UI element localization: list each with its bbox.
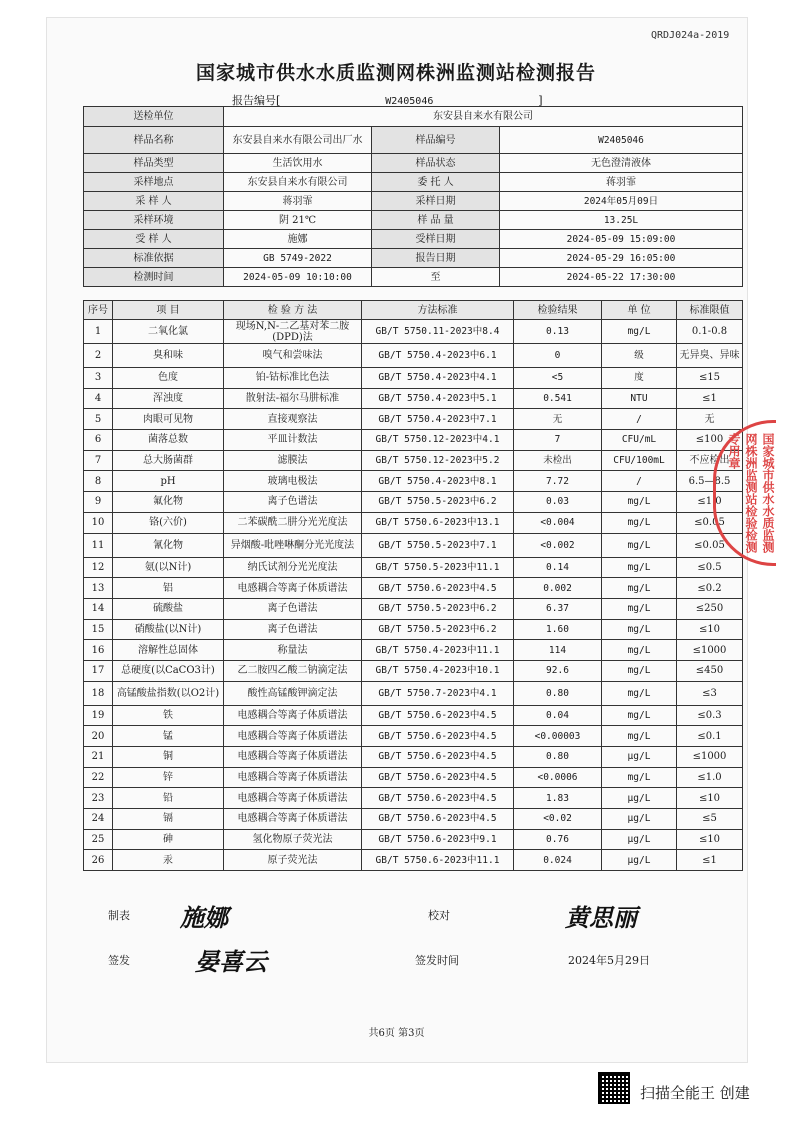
cell-standard: GB/T 5750.5-2023中6.2 [362, 598, 514, 619]
cell-limit: ≤10 [677, 619, 743, 640]
report-number-label: 报告编号[ [232, 94, 281, 107]
cell-method: 酸性高锰酸钾滴定法 [224, 681, 362, 705]
cell-standard: GB/T 5750.12-2023中4.1 [362, 430, 514, 451]
col-header-limit: 标准限值 [677, 301, 743, 320]
col-header-method: 检 验 方 法 [224, 301, 362, 320]
info-value: 阴 21℃ [224, 211, 372, 230]
cell-no: 3 [84, 368, 113, 389]
cell-item: 硫酸盐 [113, 598, 224, 619]
cell-unit: mg/L [602, 660, 677, 681]
cell-no: 12 [84, 557, 113, 578]
cell-unit: 度 [602, 368, 677, 389]
cell-limit: 6.5—8.5 [677, 471, 743, 492]
cell-result: <0.0006 [514, 767, 602, 788]
cell-standard: GB/T 5750.7-2023中4.1 [362, 681, 514, 705]
cell-unit: NTU [602, 388, 677, 409]
cell-no: 22 [84, 767, 113, 788]
table-row [84, 747, 743, 768]
cell-method: 散射法-福尔马肼标准 [224, 388, 362, 409]
report-number-value: W2405046 [385, 96, 434, 107]
table-row [84, 430, 743, 451]
cell-method: 离子色谱法 [224, 619, 362, 640]
cell-result: 1.60 [514, 619, 602, 640]
results-table [83, 300, 743, 871]
cell-item: 肉眼可见物 [113, 409, 224, 430]
cell-method: 纳氏试剂分光光度法 [224, 557, 362, 578]
info-value: 无色澄清液体 [500, 154, 743, 173]
table-row [84, 660, 743, 681]
sample-info-table [83, 106, 743, 287]
cell-method: 平皿计数法 [224, 430, 362, 451]
cell-item: 铜 [113, 747, 224, 768]
table-row [84, 681, 743, 705]
cell-item: 臭和味 [113, 344, 224, 368]
info-label: 采样地点 [84, 173, 224, 192]
cell-no: 15 [84, 619, 113, 640]
info-label: 送检单位 [84, 107, 224, 127]
cell-limit: ≤250 [677, 598, 743, 619]
cell-result: <0.004 [514, 512, 602, 533]
info-label: 采样日期 [372, 192, 500, 211]
info-label: 采 样 人 [84, 192, 224, 211]
cell-result: 7 [514, 430, 602, 451]
cell-item: 溶解性总固体 [113, 640, 224, 661]
cell-limit: 无异臭、异味 [677, 344, 743, 368]
cell-limit: 无 [677, 409, 743, 430]
cell-limit: ≤0.5 [677, 557, 743, 578]
cell-limit: ≤450 [677, 660, 743, 681]
cell-method: 电感耦合等离子体质谱法 [224, 788, 362, 809]
compiler-label: 制表 [108, 909, 130, 922]
qr-code-icon [598, 1072, 630, 1104]
cell-no: 21 [84, 747, 113, 768]
cell-standard: GB/T 5750.11-2023中8.4 [362, 320, 514, 344]
cell-unit: mg/L [602, 578, 677, 599]
cell-limit: ≤1000 [677, 640, 743, 661]
cell-unit: mg/L [602, 557, 677, 578]
cell-limit: ≤0.2 [677, 578, 743, 599]
cell-limit: ≤5 [677, 809, 743, 830]
cell-limit: ≤1000 [677, 747, 743, 768]
cell-unit: μg/L [602, 809, 677, 830]
cell-item: 锰 [113, 726, 224, 747]
cell-no: 24 [84, 809, 113, 830]
cell-no: 19 [84, 705, 113, 726]
cell-no: 4 [84, 388, 113, 409]
info-value: 2024-05-09 10:10:00 [224, 268, 372, 287]
cell-method: 滤膜法 [224, 450, 362, 471]
cell-limit: ≤0.05 [677, 512, 743, 533]
issuer-label: 签发 [108, 954, 130, 967]
cell-no: 17 [84, 660, 113, 681]
cell-no: 9 [84, 492, 113, 513]
cell-limit: ≤1.0 [677, 767, 743, 788]
info-value: 东安县自来水有限公司 [224, 107, 743, 127]
cell-item: 高锰酸盐指数(以O2计) [113, 681, 224, 705]
cell-limit: 0.1-0.8 [677, 320, 743, 344]
cell-item: 镉 [113, 809, 224, 830]
compiler-signature: 施娜 [180, 903, 228, 932]
cell-method: 原子荧光法 [224, 850, 362, 871]
issuer-signature: 晏喜云 [195, 947, 267, 976]
cell-standard: GB/T 5750.4-2023中11.1 [362, 640, 514, 661]
cell-standard: GB/T 5750.4-2023中6.1 [362, 344, 514, 368]
cell-no: 2 [84, 344, 113, 368]
cell-no: 8 [84, 471, 113, 492]
cell-item: 色度 [113, 368, 224, 389]
table-row [84, 619, 743, 640]
cell-limit: ≤100 [677, 430, 743, 451]
cell-result: <5 [514, 368, 602, 389]
cell-item: 铝 [113, 578, 224, 599]
cell-method: 现场N,N-二乙基对苯二胺(DPD)法 [224, 320, 362, 344]
col-header-item: 项 目 [113, 301, 224, 320]
cell-result: 1.83 [514, 788, 602, 809]
cell-method: 电感耦合等离子体质谱法 [224, 578, 362, 599]
cell-limit: ≤0.3 [677, 705, 743, 726]
cell-unit: 级 [602, 344, 677, 368]
cell-unit: mg/L [602, 320, 677, 344]
cell-no: 18 [84, 681, 113, 705]
table-row [84, 829, 743, 850]
cell-limit: 不应检出 [677, 450, 743, 471]
table-row [84, 320, 743, 344]
cell-no: 25 [84, 829, 113, 850]
page-indicator: 共6页 第3页 [368, 1028, 425, 1039]
cell-standard: GB/T 5750.4-2023中5.1 [362, 388, 514, 409]
info-label: 样品类型 [84, 154, 224, 173]
table-row [84, 850, 743, 871]
cell-item: 氨(以N计) [113, 557, 224, 578]
cell-limit: ≤10 [677, 829, 743, 850]
cell-item: 氟化物 [113, 492, 224, 513]
cell-no: 10 [84, 512, 113, 533]
cell-result: 未检出 [514, 450, 602, 471]
cell-limit: ≤1 [677, 850, 743, 871]
cell-result: 7.72 [514, 471, 602, 492]
table-row [84, 512, 743, 533]
cell-unit: μg/L [602, 747, 677, 768]
cell-unit: mg/L [602, 619, 677, 640]
cell-result: 0.002 [514, 578, 602, 599]
info-label: 样 品 量 [372, 211, 500, 230]
cell-unit: mg/L [602, 533, 677, 557]
info-value: 2024-05-09 15:09:00 [500, 230, 743, 249]
cell-method: 电感耦合等离子体质谱法 [224, 809, 362, 830]
cell-no: 20 [84, 726, 113, 747]
cell-item: 铅 [113, 788, 224, 809]
info-label: 检测时间 [84, 268, 224, 287]
info-value: 2024年05月09日 [500, 192, 743, 211]
cell-standard: GB/T 5750.6-2023中4.5 [362, 726, 514, 747]
table-row [84, 409, 743, 430]
cell-standard: GB/T 5750.5-2023中7.1 [362, 533, 514, 557]
cell-method: 二苯碳酰二肼分光光度法 [224, 512, 362, 533]
info-value: GB 5749-2022 [224, 249, 372, 268]
info-label: 样品名称 [84, 127, 224, 154]
cell-item: 氰化物 [113, 533, 224, 557]
cell-limit: ≤1 [677, 388, 743, 409]
info-label: 样品状态 [372, 154, 500, 173]
cell-no: 1 [84, 320, 113, 344]
cell-no: 16 [84, 640, 113, 661]
cell-standard: GB/T 5750.4-2023中10.1 [362, 660, 514, 681]
info-separator: 至 [372, 268, 500, 287]
cell-unit: mg/L [602, 705, 677, 726]
col-header-standard: 方法标准 [362, 301, 514, 320]
table-row [84, 471, 743, 492]
report-number-close: ] [538, 94, 543, 107]
cell-limit: ≤15 [677, 368, 743, 389]
results-body [84, 320, 743, 871]
cell-method: 铂-钴标准比色法 [224, 368, 362, 389]
info-value: 2024-05-29 16:05:00 [500, 249, 743, 268]
cell-result: 0.024 [514, 850, 602, 871]
cell-no: 11 [84, 533, 113, 557]
cell-method: 异烟酸-吡唑啉酮分光光度法 [224, 533, 362, 557]
table-row [84, 788, 743, 809]
cell-method: 乙二胺四乙酸二钠滴定法 [224, 660, 362, 681]
cell-result: 0.76 [514, 829, 602, 850]
info-label: 受 样 人 [84, 230, 224, 249]
cell-standard: GB/T 5750.6-2023中13.1 [362, 512, 514, 533]
cell-method: 电感耦合等离子体质谱法 [224, 726, 362, 747]
cell-unit: mg/L [602, 512, 677, 533]
cell-result: 6.37 [514, 598, 602, 619]
cell-standard: GB/T 5750.12-2023中5.2 [362, 450, 514, 471]
info-value: 东安县自来水有限公司出厂水 [224, 127, 372, 154]
table-row [84, 598, 743, 619]
form-code: QRDJ024a-2019 [651, 30, 730, 41]
cell-unit: mg/L [602, 492, 677, 513]
cell-standard: GB/T 5750.4-2023中7.1 [362, 409, 514, 430]
cell-no: 5 [84, 409, 113, 430]
table-row [84, 450, 743, 471]
cell-no: 7 [84, 450, 113, 471]
cell-standard: GB/T 5750.5-2023中11.1 [362, 557, 514, 578]
cell-standard: GB/T 5750.5-2023中6.2 [362, 492, 514, 513]
cell-unit: μg/L [602, 788, 677, 809]
cell-standard: GB/T 5750.6-2023中11.1 [362, 850, 514, 871]
cell-limit: ≤0.1 [677, 726, 743, 747]
cell-standard: GB/T 5750.6-2023中4.5 [362, 767, 514, 788]
cell-limit: ≤1.0 [677, 492, 743, 513]
cell-no: 23 [84, 788, 113, 809]
cell-result: 0.80 [514, 681, 602, 705]
issue-date: 2024年5月29日 [568, 954, 650, 967]
cell-result: 无 [514, 409, 602, 430]
info-label: 采样环境 [84, 211, 224, 230]
cell-result: <0.00003 [514, 726, 602, 747]
cell-result: 0.13 [514, 320, 602, 344]
table-row [84, 533, 743, 557]
cell-limit: ≤3 [677, 681, 743, 705]
table-row [84, 578, 743, 599]
cell-item: 硝酸盐(以N计) [113, 619, 224, 640]
col-header-no: 序号 [84, 301, 113, 320]
table-row [84, 640, 743, 661]
info-label: 标准依据 [84, 249, 224, 268]
info-value: W2405046 [500, 127, 743, 154]
cell-method: 电感耦合等离子体质谱法 [224, 767, 362, 788]
table-row [84, 344, 743, 368]
cell-item: 总大肠菌群 [113, 450, 224, 471]
cell-method: 离子色谱法 [224, 598, 362, 619]
cell-item: pH [113, 471, 224, 492]
info-value: 蒋羽霏 [500, 173, 743, 192]
cell-standard: GB/T 5750.6-2023中9.1 [362, 829, 514, 850]
cell-unit: / [602, 409, 677, 430]
cell-result: 0.80 [514, 747, 602, 768]
cell-result: 114 [514, 640, 602, 661]
cell-item: 浑浊度 [113, 388, 224, 409]
cell-standard: GB/T 5750.6-2023中4.5 [362, 747, 514, 768]
cell-unit: μg/L [602, 850, 677, 871]
cell-method: 嗅气和尝味法 [224, 344, 362, 368]
cell-item: 汞 [113, 850, 224, 871]
table-row [84, 368, 743, 389]
cell-unit: mg/L [602, 767, 677, 788]
cell-result: 0.14 [514, 557, 602, 578]
table-row [84, 809, 743, 830]
cell-no: 13 [84, 578, 113, 599]
cell-result: 0.541 [514, 388, 602, 409]
cell-unit: CFU/mL [602, 430, 677, 451]
cell-no: 14 [84, 598, 113, 619]
cell-method: 玻璃电极法 [224, 471, 362, 492]
cell-standard: GB/T 5750.4-2023中8.1 [362, 471, 514, 492]
cell-result: 0 [514, 344, 602, 368]
cell-standard: GB/T 5750.5-2023中6.2 [362, 619, 514, 640]
cell-method: 电感耦合等离子体质谱法 [224, 705, 362, 726]
cell-unit: / [602, 471, 677, 492]
table-row [84, 726, 743, 747]
checker-label: 校对 [428, 909, 450, 922]
info-value: 东安县自来水有限公司 [224, 173, 372, 192]
cell-result: <0.02 [514, 809, 602, 830]
col-header-unit: 单 位 [602, 301, 677, 320]
info-label: 委 托 人 [372, 173, 500, 192]
cell-unit: CFU/100mL [602, 450, 677, 471]
cell-item: 砷 [113, 829, 224, 850]
table-row [84, 388, 743, 409]
cell-item: 铬(六价) [113, 512, 224, 533]
table-row [84, 705, 743, 726]
cell-item: 总硬度(以CaCO3计) [113, 660, 224, 681]
table-row [84, 767, 743, 788]
info-value: 13.25L [500, 211, 743, 230]
cell-method: 氢化物原子荧光法 [224, 829, 362, 850]
watermark-text: 扫描全能王 创建 [640, 1084, 750, 1102]
info-value: 生活饮用水 [224, 154, 372, 173]
cell-no: 6 [84, 430, 113, 451]
table-row [84, 492, 743, 513]
cell-standard: GB/T 5750.4-2023中4.1 [362, 368, 514, 389]
cell-standard: GB/T 5750.6-2023中4.5 [362, 705, 514, 726]
cell-method: 称量法 [224, 640, 362, 661]
cell-unit: mg/L [602, 640, 677, 661]
cell-method: 离子色谱法 [224, 492, 362, 513]
cell-standard: GB/T 5750.6-2023中4.5 [362, 788, 514, 809]
cell-item: 铁 [113, 705, 224, 726]
cell-result: 92.6 [514, 660, 602, 681]
info-value: 蒋羽霏 [224, 192, 372, 211]
table-row [84, 557, 743, 578]
cell-method: 直接观察法 [224, 409, 362, 430]
cell-limit: ≤10 [677, 788, 743, 809]
info-label: 受样日期 [372, 230, 500, 249]
cell-unit: mg/L [602, 681, 677, 705]
info-label: 报告日期 [372, 249, 500, 268]
cell-unit: μg/L [602, 829, 677, 850]
issue-time-label: 签发时间 [415, 954, 459, 967]
cell-unit: mg/L [602, 598, 677, 619]
cell-result: 0.04 [514, 705, 602, 726]
cell-result: <0.002 [514, 533, 602, 557]
info-label: 样品编号 [372, 127, 500, 154]
cell-method: 电感耦合等离子体质谱法 [224, 747, 362, 768]
cell-result: 0.03 [514, 492, 602, 513]
cell-standard: GB/T 5750.6-2023中4.5 [362, 578, 514, 599]
info-value: 2024-05-22 17:30:00 [500, 268, 743, 287]
cell-standard: GB/T 5750.6-2023中4.5 [362, 809, 514, 830]
cell-limit: ≤0.05 [677, 533, 743, 557]
cell-unit: mg/L [602, 726, 677, 747]
cell-item: 二氧化氯 [113, 320, 224, 344]
info-value: 施娜 [224, 230, 372, 249]
cell-item: 锌 [113, 767, 224, 788]
stamp-text: 国家城市供水水质监测网株洲监测站检验检测专用章 [727, 433, 775, 553]
report-title: 国家城市供水水质监测网株洲监测站检测报告 [195, 62, 596, 84]
checker-signature: 黄思丽 [565, 903, 637, 932]
cell-no: 26 [84, 850, 113, 871]
col-header-result: 检验结果 [514, 301, 602, 320]
cell-item: 菌落总数 [113, 430, 224, 451]
